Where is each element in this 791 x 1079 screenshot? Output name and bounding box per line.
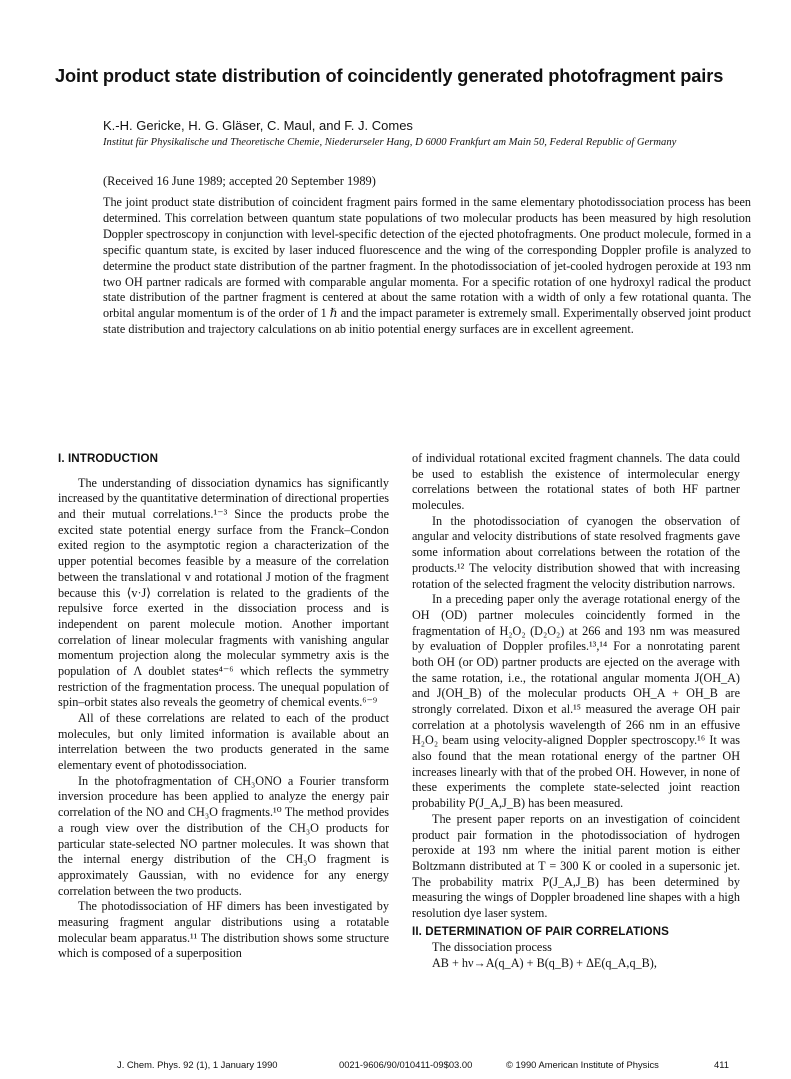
author-list: K.-H. Gericke, H. G. Gläser, C. Maul, and F. J. Comes [103,118,413,133]
footer-article-code: 0021-9606/90/010411-09$03.00 [339,1059,473,1070]
body-paragraph: The understanding of dissociation dynamics has significantly increased by the quantitative determination of directional properties and their mutual correlations.¹⁻³ Since the products probe the excited state potential energy surface from the Franck–Condon exited region to the asymptotic region a characterization of the upper potential becomes feasible by a measure of the correlation between the translational v and rotational J motion of the fragment because this ⟨v·J⟩ correlation is related to the gradients of the repulsive force exerted in the dissociation process and is independent on parent molecule motion. Another important correlation of linear molecular fragments with vanishing angular momentum projection along the molecular symmetry axis is the population of Λ doublet states⁴⁻⁶ which reflects the symmetry restriction of the fragmentation process. The unequal population of spin–orbit states also reveals the geometry of chemical events.⁶⁻⁹ [58,475,389,710]
body-paragraph-continued: of individual rotational excited fragment channels. The data could be used to establish the existence of intermolecular energy correlations between the rotational states of both HF partner molecules. [412,451,740,513]
body-paragraph: In the photofragmentation of CH₃ONO a Fourier transform inversion procedure has been applied to analyze the energy pair correlation of the NO and CH₃O fragments.¹⁰ The method provides a rough view over the distribution of the CH₃O products for particular state-selected NO partner molecules. It was shown that the internal energy distribution of the CH₃O fragment is approximately Gaussian, with no evidence for any energy correlation between the two products. [58,773,389,898]
body-paragraph: The dissociation process [432,940,552,955]
page-number: 411 [714,1059,729,1070]
section-heading-introduction: I. INTRODUCTION [58,452,159,465]
equation: AB + hν→A(q_A) + B(q_B) + ΔE(q_A,q_B), [432,956,657,970]
right-column [412,451,740,972]
abstract: The joint product state distribution of coincident fragment pairs formed in the same elementary photodissociation process has been determined. This correlation between quantum state populations of two molecular products has been measured by high resolution Doppler spectroscopy in conjunction with level-specific detection of the ejected photofragments. One product molecule, formed in a specific quantum state, is excited by laser induced fluorescence and the wing of the corresponding Doppler profile is analyzed to determine the product state distribution of the partner fragment. In the photodissociation of jet-cooled hydrogen peroxide at 193 nm two OH partner radicals are formed with comparable angular momenta. For a specific rotation of one hydroxyl radical the product state distribution of the partner fragment is centered at about the same rotation with a width of only a few rotational quanta. The orbital angular momentum is of the order of 1 ℏ and the impact parameter is extremely small. Experimentally observed joint product state distribution and trajectory calculations on ab initio potential energy surfaces are in excellent agreement. [103,195,751,337]
left-column [58,451,389,962]
article-title: Joint product state distribution of coincidently generated photofragment pairs [55,66,724,86]
received-date: (Received 16 June 1989; accepted 20 September 1989) [103,174,376,188]
body-paragraph: In the photodissociation of cyanogen the observation of angular and velocity distributions of state resolved fragments gave some information about correlations between the rotation of the products.¹² The velocity distribution showed that with increasing rotation of the selected fragment the velocity distribution narrows. [412,513,740,591]
body-paragraph: The photodissociation of HF dimers has been investigated by measuring fragment angular distributions using a rotatable molecular beam apparatus.¹¹ The distribution shows some structure which is composed of a superposition [58,899,389,961]
footer-journal-citation: J. Chem. Phys. 92 (1), 1 January 1990 [117,1059,278,1070]
body-paragraph: The present paper reports on an investigation of coincident product pair formation in the photodissociation of hydrogen peroxide at 193 nm where the initial parent motion is either Boltzmann distributed at T = 300 K or cooled in a supersonic jet. The probability matrix P(J_A,J_B) has been determined by measuring the wings of Doppler broadened line shapes with a high resolution dye laser system. [412,811,740,920]
affiliation: Institut für Physikalische und Theoretische Chemie, Niederurseler Hang, D 6000 Frankfurt am Main 50, Federal Republic of Germany [103,137,677,148]
footer-copyright: © 1990 American Institute of Physics [506,1059,659,1070]
body-paragraph: In a preceding paper only the average rotational energy of the OH (OD) partner molecules coincidently formed in the fragmentation of H₂O₂ (D₂O₂) at 266 and 193 nm was measured by evaluation of Doppler profiles.¹³,¹⁴ For a nonrotating parent both OH (or OD) partner products are ejected on the average with the same rotation, i.e., the rotational angular momenta J(OH_A) and J(OH_B) of the molecular products OH_A + OH_B are strongly correlated. Dixon et al.¹⁵ measured the average OH pair correlation at a photolysis wavelength of 266 nm in an effusive H₂O₂ beam using velocity-aligned Doppler spectroscopy.¹⁶ It was also found that the mean rotational energy of the partner OH increases linearly with that of the probed OH. However, in none of these experiments the complete state-selected joint reaction probability P(J_A,J_B) has been measured. [412,592,740,811]
section-heading-pair-correlations: II. DETERMINATION OF PAIR CORRELATIONS [412,924,669,938]
body-paragraph: All of these correlations are related to each of the product molecules, but only limited information is available about an interrelation between the two products generated in the same elementary event of photodissociation. [58,711,389,773]
